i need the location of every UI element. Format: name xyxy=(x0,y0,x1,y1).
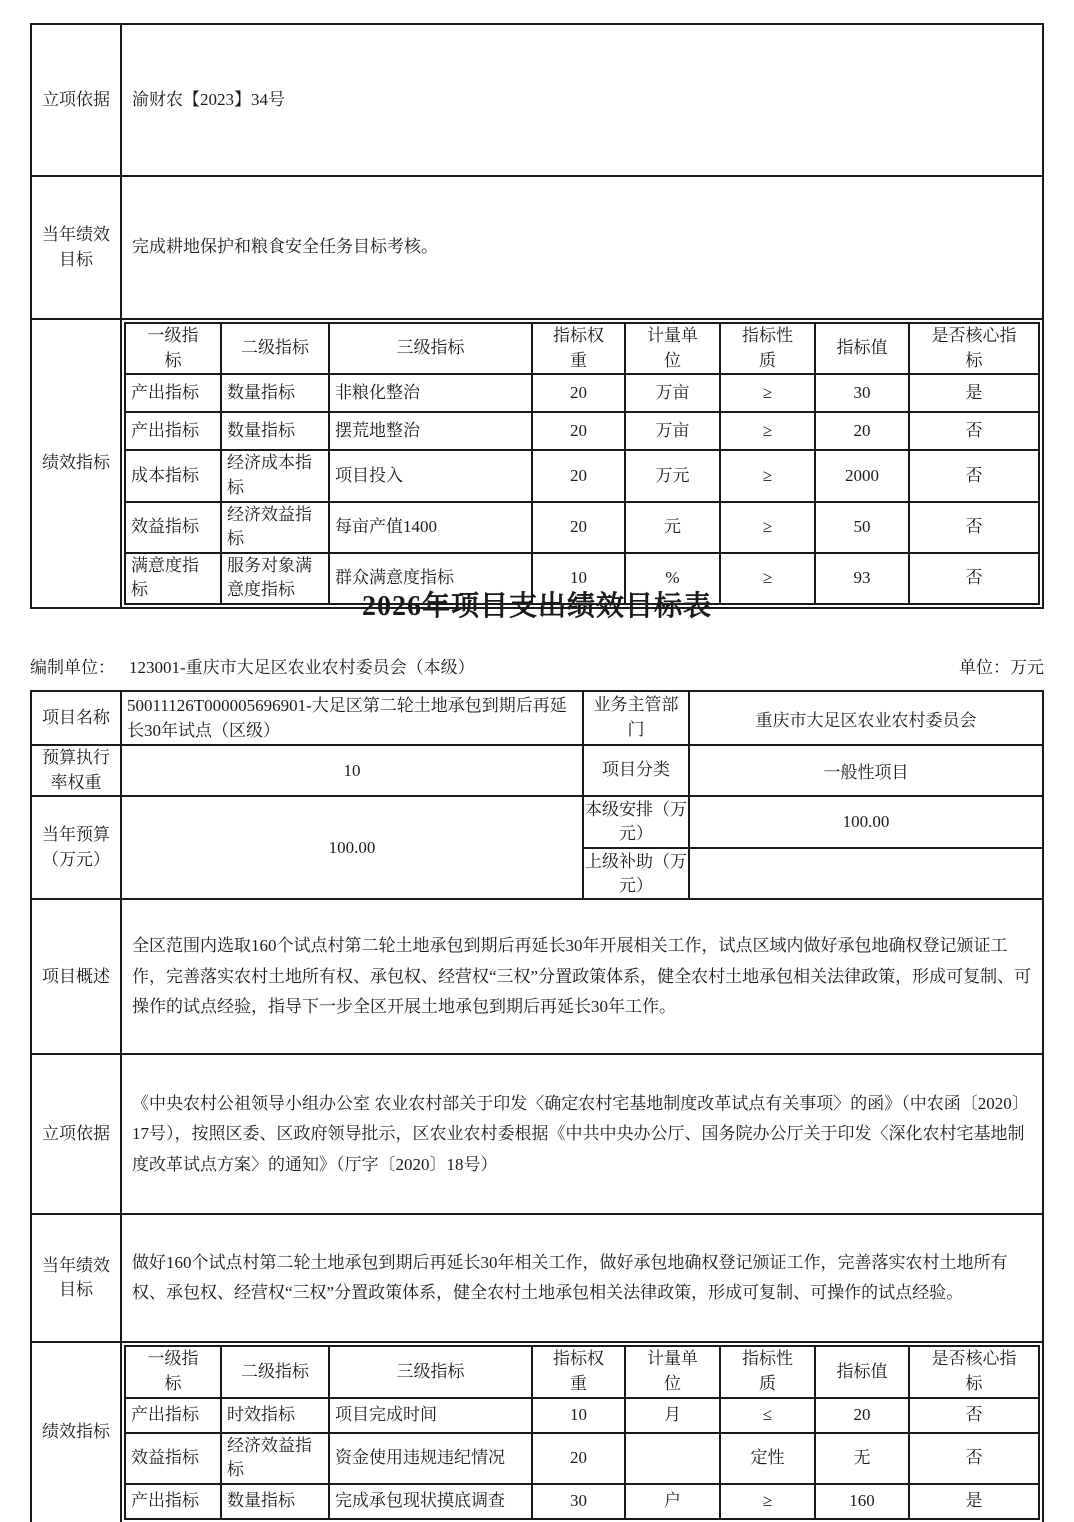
table-row xyxy=(31,24,1043,176)
local-arrangement-value: 100.00 xyxy=(689,797,1042,848)
prepared-by-label: 编制单位： xyxy=(30,658,115,677)
category-label: 项目分类 xyxy=(583,745,689,796)
indicator-col-header: 计量单位 xyxy=(625,1346,720,1397)
indicator-cell: 否 xyxy=(909,502,1039,553)
indicator-col-header: 指标权重 xyxy=(532,1346,625,1397)
table-row xyxy=(31,796,1043,899)
unit-label: 单位：万元 xyxy=(959,658,1044,677)
indicator-table-container xyxy=(121,1342,1043,1522)
indicator-cell: 满意度指标 xyxy=(125,553,221,604)
indicator-col-header: 指标值 xyxy=(815,323,909,374)
indicator-cell: 数量指标 xyxy=(221,1484,329,1519)
indicator-cell: 93 xyxy=(815,553,909,604)
indicator-col-header: 二级指标 xyxy=(221,1346,329,1397)
indicator-col-header: 三级指标 xyxy=(329,1346,532,1397)
indicator-col-header: 三级指标 xyxy=(329,323,532,374)
indicator-cell: 月 xyxy=(625,1398,720,1433)
dept-value: 重庆市大足区农业农村委员会 xyxy=(689,691,1043,745)
indicator-cell: 经济成本指标 xyxy=(221,450,329,501)
indicator-cell: 经济效益指标 xyxy=(221,502,329,553)
annual-goal-label: 当年绩效目标 xyxy=(31,1214,121,1342)
indicators-row-label: 绩效指标 xyxy=(31,319,121,608)
annual-goal-row-value: 完成耕地保护和粮食安全任务目标考核。 xyxy=(121,176,1043,319)
indicator-row xyxy=(125,450,1039,501)
prepared-by-value: 123001-重庆市大足区农业农村委员会（本级） xyxy=(129,658,475,677)
indicator-cell: 产出指标 xyxy=(125,374,221,412)
table-row xyxy=(584,797,1042,848)
indicator-cell: 是 xyxy=(909,374,1039,412)
indicator-cell: 户 xyxy=(625,1484,720,1519)
indicator-row xyxy=(125,1433,1039,1484)
dept-label: 业务主管部门 xyxy=(583,691,689,745)
indicator-cell xyxy=(625,1433,720,1484)
indicator-row xyxy=(125,1484,1039,1519)
indicator-cell: 10 xyxy=(532,553,625,604)
indicator-cell: 否 xyxy=(909,1433,1039,1484)
indicator-cell: 元 xyxy=(625,502,720,553)
indicator-cell: 50 xyxy=(815,502,909,553)
basis-row-value: 渝财农【2023】34号 xyxy=(121,24,1043,176)
indicator-row xyxy=(125,502,1039,553)
performance-table-main-project xyxy=(30,690,1044,1522)
indicator-col-header: 指标权重 xyxy=(532,323,625,374)
basis-value: 《中央农村公祖领导小组办公室 农业农村部关于印发〈确定农村宅基地制度改革试点有关事项〉的函》（中农函〔2020〕17号），按照区委、区政府领导批示，区农业农村委根据《中共中央办公厅、国务院办公厅关于印发〈深化农村宅基地制度改革试点方案〉的通知》（厅字〔2020〕18号） xyxy=(121,1054,1043,1214)
superior-subsidy-value xyxy=(689,848,1042,899)
indicator-col-header: 指标值 xyxy=(815,1346,909,1397)
basis-row-label: 立项依据 xyxy=(31,24,121,176)
local-arrangement-label: 本级安排（万元） xyxy=(584,797,689,848)
indicator-cell: 万亩 xyxy=(625,412,720,450)
indicator-cell: 定性 xyxy=(720,1433,815,1484)
exec-rate-value: 10 xyxy=(121,745,583,796)
indicator-cell: 服务对象满意度指标 xyxy=(221,553,329,604)
indicator-cell: 项目投入 xyxy=(329,450,532,501)
indicator-cell: 效益指标 xyxy=(125,502,221,553)
indicator-cell: ≥ xyxy=(720,553,815,604)
table-row xyxy=(31,691,1043,745)
indicator-cell: 摆荒地整治 xyxy=(329,412,532,450)
indicator-cell: ≥ xyxy=(720,412,815,450)
indicator-row xyxy=(125,412,1039,450)
superior-subsidy-label: 上级补助（万元） xyxy=(584,848,689,899)
indicator-row xyxy=(125,1398,1039,1433)
indicator-cell: 20 xyxy=(532,502,625,553)
budget-label: 当年预算（万元） xyxy=(31,796,121,899)
performance-table-previous-project xyxy=(30,23,1044,609)
indicator-col-header: 是否核心指标 xyxy=(909,323,1039,374)
indicator-col-header: 一级指标 xyxy=(125,1346,221,1397)
table-row xyxy=(31,899,1043,1054)
indicator-cell: 20 xyxy=(532,450,625,501)
indicator-cell: 非粮化整治 xyxy=(329,374,532,412)
budget-value: 100.00 xyxy=(121,796,583,899)
indicator-cell: 经济效益指标 xyxy=(221,1433,329,1484)
indicator-col-header: 一级指标 xyxy=(125,323,221,374)
overview-value: 全区范围内选取160个试点村第二轮土地承包到期后再延长30年开展相关工作，试点区域内做好承包地确权登记颁证工作，完善落实农村土地所有权、承包权、经营权“三权”分置政策体系，健全农村土地承包相关法律政策，形成可复制、可操作的试点经验，指导下一步全区开展土地承包到期后再延长30年工作。 xyxy=(121,899,1043,1054)
table-row xyxy=(584,848,1042,899)
indicator-cell: ≥ xyxy=(720,450,815,501)
page-title: 2026年项目支出绩效目标表 xyxy=(361,591,712,622)
budget-split-table xyxy=(584,797,1042,898)
indicator-cell: 每亩产值1400 xyxy=(329,502,532,553)
indicator-cell: 30 xyxy=(815,374,909,412)
indicator-cell: 时效指标 xyxy=(221,1398,329,1433)
indicator-cell: ≤ xyxy=(720,1398,815,1433)
indicator-table xyxy=(124,322,1040,605)
indicator-cell: 否 xyxy=(909,412,1039,450)
category-value: 一般性项目 xyxy=(689,745,1043,796)
indicator-cell: 成本指标 xyxy=(125,450,221,501)
table-row xyxy=(31,176,1043,319)
indicator-cell: 完成承包现状摸底调查 xyxy=(329,1484,532,1519)
meta-row xyxy=(30,653,1044,678)
indicator-col-header: 计量单位 xyxy=(625,323,720,374)
indicator-cell: 资金使用违规违纪情况 xyxy=(329,1433,532,1484)
indicator-cell: 产出指标 xyxy=(125,1398,221,1433)
project-name-label: 项目名称 xyxy=(31,691,121,745)
indicator-table xyxy=(124,1345,1040,1520)
indicator-cell: 否 xyxy=(909,450,1039,501)
indicator-cell: 万亩 xyxy=(625,374,720,412)
indicator-col-header: 指标性质 xyxy=(720,1346,815,1397)
overview-label: 项目概述 xyxy=(31,899,121,1054)
indicator-cell: 项目完成时间 xyxy=(329,1398,532,1433)
indicator-cell: 20 xyxy=(532,374,625,412)
indicator-cell: 否 xyxy=(909,1398,1039,1433)
indicator-cell: 20 xyxy=(815,1398,909,1433)
indicator-cell: ≥ xyxy=(720,1484,815,1519)
indicator-header-row xyxy=(125,323,1039,374)
indicator-cell: 无 xyxy=(815,1433,909,1484)
exec-rate-label: 预算执行率权重 xyxy=(31,745,121,796)
indicator-cell: 10 xyxy=(532,1398,625,1433)
indicator-cell: 产出指标 xyxy=(125,1484,221,1519)
indicator-cell: 20 xyxy=(532,1433,625,1484)
prepared-by xyxy=(30,653,475,678)
table-row xyxy=(31,1214,1043,1342)
table-row xyxy=(31,1054,1043,1214)
indicator-cell: 群众满意度指标 xyxy=(329,553,532,604)
indicator-cell: 是 xyxy=(909,1484,1039,1519)
annual-goal-value: 做好160个试点村第二轮土地承包到期后再延长30年相关工作，做好承包地确权登记颁证工作，完善落实农村土地所有权、承包权、经营权“三权”分置政策体系，健全农村土地承包相关法律政策，形成可复制、可操作的试点经验。 xyxy=(121,1214,1043,1342)
basis-label: 立项依据 xyxy=(31,1054,121,1214)
indicator-cell: 20 xyxy=(532,412,625,450)
table-row xyxy=(31,745,1043,796)
indicator-row xyxy=(125,374,1039,412)
table-row xyxy=(31,319,1043,608)
project-name-value: 50011126T000005696901-大足区第二轮土地承包到期后再延长30年试点（区级） xyxy=(121,691,583,745)
indicators-label: 绩效指标 xyxy=(31,1342,121,1522)
indicator-header-row xyxy=(125,1346,1039,1397)
indicator-cell: 20 xyxy=(815,412,909,450)
indicator-table-container xyxy=(121,319,1043,608)
indicator-cell: ≥ xyxy=(720,502,815,553)
indicator-cell: 效益指标 xyxy=(125,1433,221,1484)
indicator-cell: 30 xyxy=(532,1484,625,1519)
indicator-cell: 数量指标 xyxy=(221,374,329,412)
annual-goal-row-label: 当年绩效目标 xyxy=(31,176,121,319)
budget-split-container xyxy=(583,796,1043,899)
indicator-cell: 2000 xyxy=(815,450,909,501)
indicator-cell: 否 xyxy=(909,553,1039,604)
indicator-cell: 产出指标 xyxy=(125,412,221,450)
table-row xyxy=(31,1342,1043,1522)
indicator-cell: 万元 xyxy=(625,450,720,501)
indicator-col-header: 指标性质 xyxy=(720,323,815,374)
indicator-cell: 数量指标 xyxy=(221,412,329,450)
indicator-cell: % xyxy=(625,553,720,604)
indicator-col-header: 是否核心指标 xyxy=(909,1346,1039,1397)
indicator-cell: ≥ xyxy=(720,374,815,412)
indicator-col-header: 二级指标 xyxy=(221,323,329,374)
indicator-cell: 160 xyxy=(815,1484,909,1519)
